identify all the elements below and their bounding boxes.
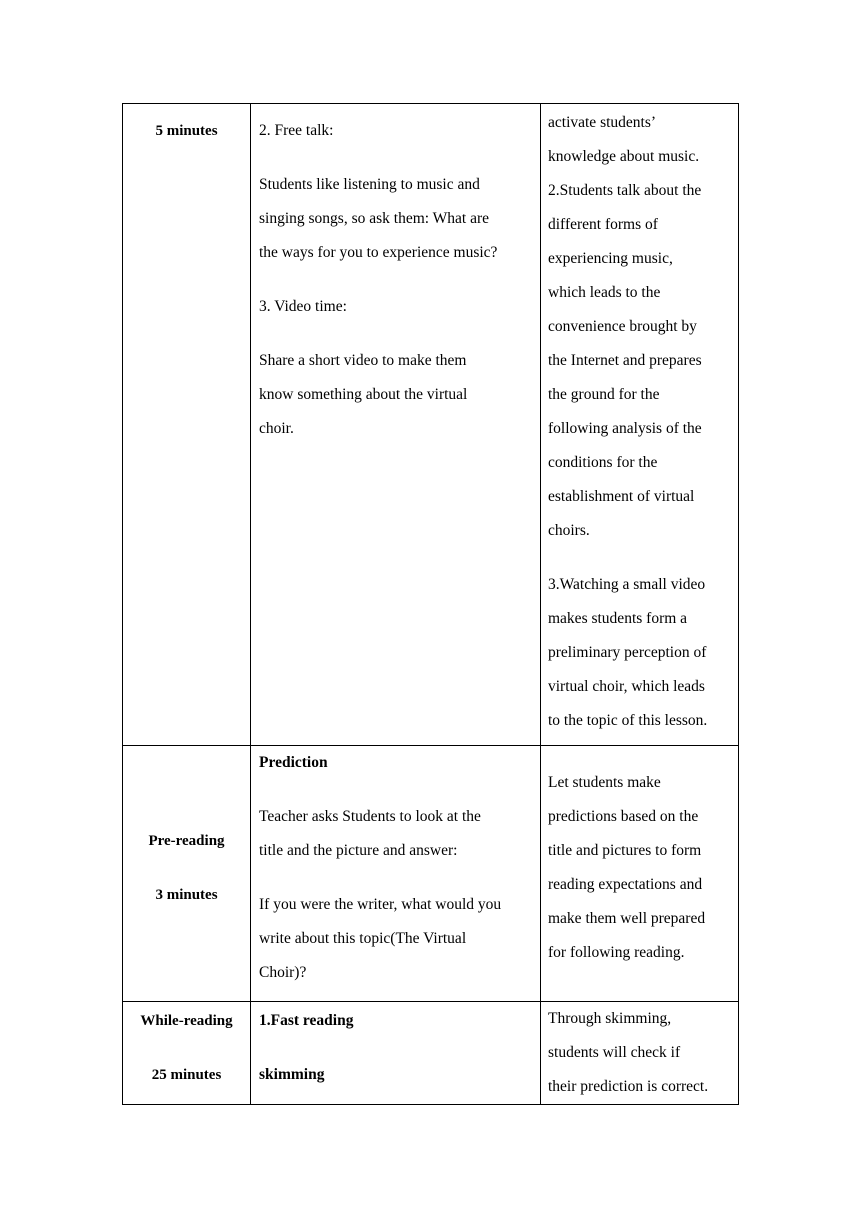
- text-line: the ways for you to experience music?: [259, 244, 498, 261]
- text-line: choir.: [259, 420, 294, 437]
- text-line: Share a short video to make them: [259, 352, 467, 369]
- text-line: establishment of virtual: [548, 488, 695, 505]
- text-line: experiencing music,: [548, 250, 673, 267]
- lesson-plan-table: [122, 103, 739, 1105]
- text-line: 2.Students talk about the: [548, 182, 702, 199]
- text-line: 3.Watching a small video: [548, 576, 706, 593]
- text-line: singing songs, so ask them: What are: [259, 210, 490, 227]
- table-row: [123, 746, 739, 1002]
- text-line: know something about the virtual: [259, 386, 468, 403]
- text-line: make them well prepared: [548, 910, 706, 927]
- text-line: reading expectations and: [548, 876, 703, 893]
- text-line: convenience brought by: [548, 318, 697, 335]
- text-line: for following reading.: [548, 944, 685, 961]
- purpose-cell: [541, 746, 739, 1002]
- stage-cell: [123, 746, 251, 1002]
- activity-cell: [251, 746, 541, 1002]
- text-line: the Internet and prepares: [548, 352, 702, 369]
- table-row: [123, 104, 739, 746]
- text-line: Let students make: [548, 774, 661, 791]
- text-line: title and the picture and answer:: [259, 842, 458, 859]
- text-line: knowledge about music.: [548, 148, 700, 165]
- activity-subtitle: skimming: [259, 1066, 325, 1083]
- stage-time: 5 minutes: [155, 123, 218, 139]
- stage-cell: [123, 104, 251, 746]
- text-line: title and pictures to form: [548, 842, 702, 859]
- text-line: conditions for the: [548, 454, 658, 471]
- activity-title: Prediction: [259, 754, 328, 771]
- text-line: students will check if: [548, 1044, 681, 1061]
- text-line: write about this topic(The Virtual: [259, 930, 467, 947]
- text-line: the ground for the: [548, 386, 660, 403]
- text-line: following analysis of the: [548, 420, 702, 437]
- text-line: their prediction is correct.: [548, 1078, 709, 1095]
- stage-time: 3 minutes: [155, 887, 218, 903]
- free-talk-title: 2. Free talk:: [259, 122, 334, 139]
- activity-title: 1.Fast reading: [259, 1012, 354, 1029]
- text-line: which leads to the: [548, 284, 661, 301]
- activity-cell: [251, 1002, 541, 1105]
- text-line: preliminary perception of: [548, 644, 707, 661]
- text-line: makes students form a: [548, 610, 688, 627]
- text-line: virtual choir, which leads: [548, 678, 705, 695]
- activity-cell: [251, 104, 541, 746]
- text-line: Teacher asks Students to look at the: [259, 808, 481, 825]
- stage-cell: [123, 1002, 251, 1105]
- table-row: [123, 1002, 739, 1105]
- text-line: Through skimming,: [548, 1010, 672, 1027]
- video-time-title: 3. Video time:: [259, 298, 347, 315]
- text-line: choirs.: [548, 522, 590, 539]
- text-line: predictions based on the: [548, 808, 699, 825]
- text-line: to the topic of this lesson.: [548, 712, 708, 729]
- text-line: activate students’: [548, 114, 657, 131]
- purpose-cell: [541, 104, 739, 746]
- purpose-cell: [541, 1002, 739, 1105]
- stage-time: 25 minutes: [151, 1067, 222, 1083]
- text-line: If you were the writer, what would you: [259, 896, 502, 913]
- text-line: different forms of: [548, 216, 658, 233]
- stage-name: Pre-reading: [148, 833, 225, 849]
- stage-name: While-reading: [140, 1013, 233, 1029]
- text-line: Choir)?: [259, 964, 307, 981]
- text-line: Students like listening to music and: [259, 176, 480, 193]
